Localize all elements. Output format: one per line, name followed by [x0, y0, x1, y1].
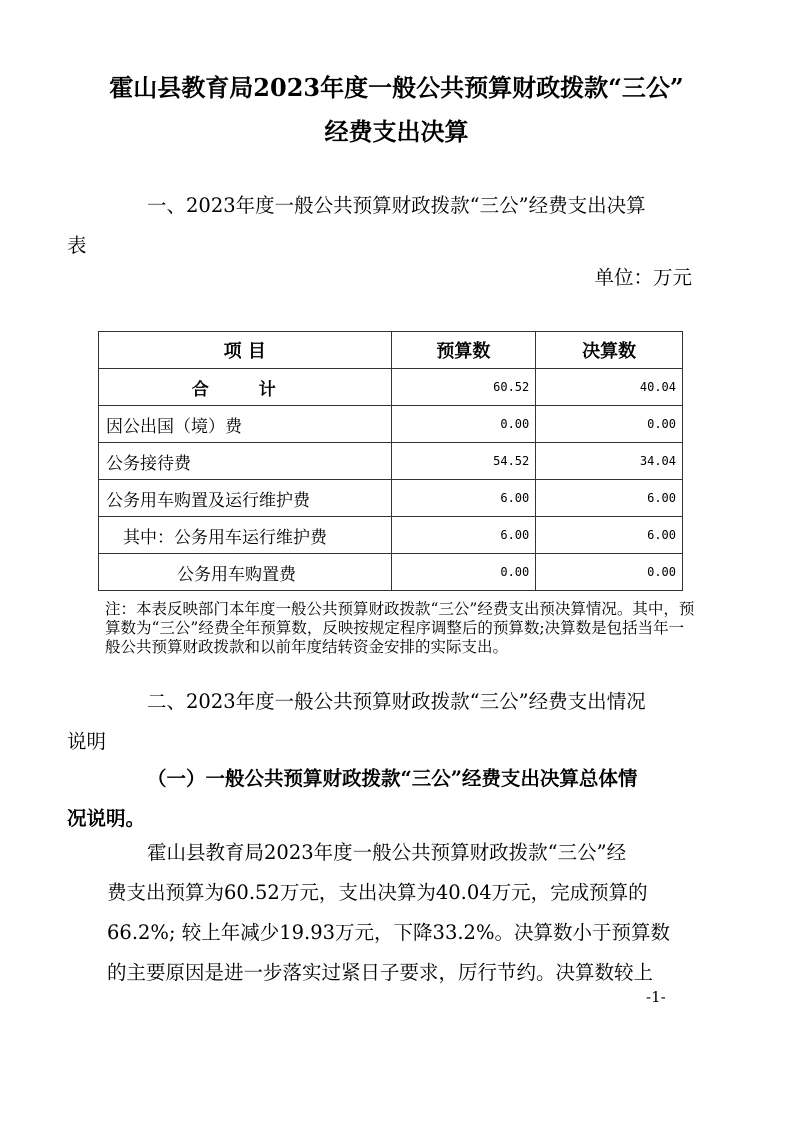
subsection1-body	[107, 833, 693, 993]
row-label: 因公出国（境）费	[99, 406, 392, 443]
table-row	[99, 369, 683, 406]
section2-heading-line2: 说明	[67, 730, 107, 753]
body-line: 费支出预算为60.52万元，支出决算为40.04万元，完成预算的	[107, 881, 648, 904]
table-row	[99, 443, 683, 480]
section2-heading-line1: 二、2023年度一般公共预算财政拨款“三公”经费支出情况	[147, 690, 646, 713]
unit-label: 单位：万元	[594, 266, 692, 289]
row-label: 公务用车购置费	[99, 554, 392, 591]
row-actual: 40.04	[536, 369, 683, 406]
row-label: 其中：公务用车运行维护费	[99, 517, 392, 554]
row-label: 公务接待费	[99, 443, 392, 480]
row-actual: 6.00	[536, 480, 683, 517]
row-budget: 54.52	[391, 443, 536, 480]
body-line: 的主要原因是进一步落实过紧日子要求，厉行节约。决算数较上	[107, 961, 654, 984]
title-line-1: 霍山县教育局2023年度一般公共预算财政拨款“三公”	[109, 73, 684, 102]
row-budget: 0.00	[391, 406, 536, 443]
row-actual: 6.00	[536, 517, 683, 554]
table-row	[99, 406, 683, 443]
table-row	[99, 554, 683, 591]
header-actual: 决算数	[536, 332, 683, 369]
row-budget: 0.00	[391, 554, 536, 591]
table-row	[99, 480, 683, 517]
header-budget: 预算数	[391, 332, 536, 369]
subsection1-heading-line1: （一）一般公共预算财政拨款“三公”经费支出决算总体情	[147, 767, 638, 790]
section1-heading-line1: 一、2023年度一般公共预算财政拨款“三公”经费支出决算	[147, 194, 646, 217]
title-line-2: 经费支出决算	[324, 117, 469, 146]
page-number: -1-	[646, 988, 666, 1006]
row-actual: 0.00	[536, 554, 683, 591]
body-line: 66.2%; 较上年减少19.93万元，下降33.2%。决算数小于预算数	[107, 921, 670, 944]
subsection1-heading-line2: 况说明。	[67, 807, 146, 830]
three-public-expenses-table	[98, 331, 683, 591]
row-budget: 6.00	[391, 517, 536, 554]
subsection1-heading	[67, 759, 693, 839]
row-actual: 34.04	[536, 443, 683, 480]
row-label: 公务用车购置及运行维护费	[99, 480, 392, 517]
document-title	[60, 66, 733, 154]
table-header-row	[99, 332, 683, 369]
table-row	[99, 517, 683, 554]
row-label: 合 计	[99, 369, 392, 406]
body-line: 霍山县教育局2023年度一般公共预算财政拨款“三公”经	[147, 841, 627, 864]
section2-heading	[67, 682, 693, 762]
table-note: 注：本表反映部门本年度一般公共预算财政拨款“三公”经费支出预决算情况。其中，预算数为“三公”经费全年预算数，反映按规定程序调整后的预算数;决算数是包括当年一般公共预算财政拨款和以前年度结转资金安排的实际支出。	[105, 600, 695, 656]
row-actual: 0.00	[536, 406, 683, 443]
header-item: 项 目	[99, 332, 392, 369]
section1-heading	[67, 186, 693, 266]
section1-heading-line2: 表	[67, 234, 87, 257]
row-budget: 60.52	[391, 369, 536, 406]
row-budget: 6.00	[391, 480, 536, 517]
